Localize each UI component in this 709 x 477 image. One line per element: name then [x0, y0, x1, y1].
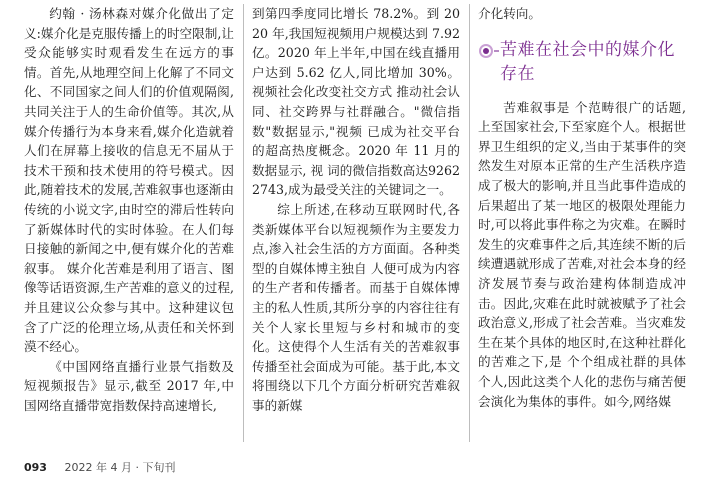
right-column	[478, 4, 686, 444]
paragraph-left-2: 《中国网络直播行业景气指数及短视频报告》显示,截至 2017 年,中国网络直播带宽指数保持高速增长,	[24, 358, 234, 413]
column-divider-left	[243, 4, 244, 442]
paragraph-middle-1: 到第四季度同比增长 78.2%。到 2020 年,我国短视频用户规模达到 7.92 亿。2020 年上半年,中国在线直播用户达到 5.62 亿人,同比增加 30%。视频社会化改变社交方式 推动社会认同、社交跨界与社群融合。"微信指数"数据显示,"视频 已成为社交平台的超高热度概念。2020 年 11 月的数据显示, 视 词的微信指数高达92622743,成为最受关注的关键词之一。	[252, 6, 460, 198]
middle-column	[252, 4, 460, 444]
paragraph-right-1: 苦难叙事是 个范畴很广的话题,上至国家社会,下至家庭个人。根据世界卫生组织的定义,当由于某事件的突然发生对原本正常的生产生活秩序造成了极大的影响,并且当此事件造成的后果超出了某一地区的极限处理能力时,可以将此事件称之为灾难。在瞬时发生的灾难事件之后,其连续不断的后续遭遇就形成了苦难,对社会本身的经济发展节奏与政治建构体制造成冲击。因此,灾难在此时就被赋予了社会政治意义,形成了社会苦难。当灾难发生在某个具体的地区时,在这种社群化的苦难之下,是 个个组成社群的具体个人,因此这类个人化的悲伤与痛苦便会演化为集体的事件。如今,网络媒	[478, 99, 686, 409]
column-divider-right	[469, 4, 470, 442]
paragraph-middle-2: 综上所述,在移动互联网时代,各类新媒体平台以短视频作为主要发力点,渗入社会生活的方方面面。各种类型的自媒体博主独自 人便可成为内容的生产者和传播者。而基于自媒体博主的私人性质,其所分享的内容往往有关个人家长里短与乡村和城市的变化。这使得个人生活有关的苦难叙事传播至社会面成为可能。基于此,本文将围绕以下几个方面分析研究苦难叙事的新媒	[252, 201, 460, 413]
paragraph-left-1: 约翰 · 汤林森对媒介化做出了定义:媒介化是克服传播上的时空限制,让受众能够实时观看发生在远方的事情。首先,从地理空间上化解了不同文化、不同国家之间人们的价值观隔阂,共同关注于人的生命价值等。其次,从媒介传播行为本身来看,媒介化造就着人们在屏幕上接收的信息无不届从于技术干预和技术使用的符号模式。因此,随着技术的发展,苦难叙事也逐渐由传统的小说文字,由时空的滞后性转向了新媒体时代的实时体验。在人们每日接触的新闻之中,便有媒介化的苦难叙事。 媒介化苦难是利用了语言、图像等话语资源,生产苦难的意义的过程,并且建议公众参与其中。这种建议包含了广泛的伦理立场,从责任和关怀到漠不经心。	[24, 6, 234, 355]
section-heading: 苦难在社会中的媒介化存在	[500, 39, 675, 84]
issue-label: 2022 年 4 月 · 下旬刊	[64, 461, 176, 474]
page-footer	[24, 459, 175, 475]
page-number: 093	[24, 461, 47, 474]
circle-dot-icon	[478, 42, 500, 64]
left-column	[24, 4, 234, 444]
section-heading-block	[478, 38, 686, 86]
paragraph-right-lead: 介化转向。	[478, 6, 541, 21]
